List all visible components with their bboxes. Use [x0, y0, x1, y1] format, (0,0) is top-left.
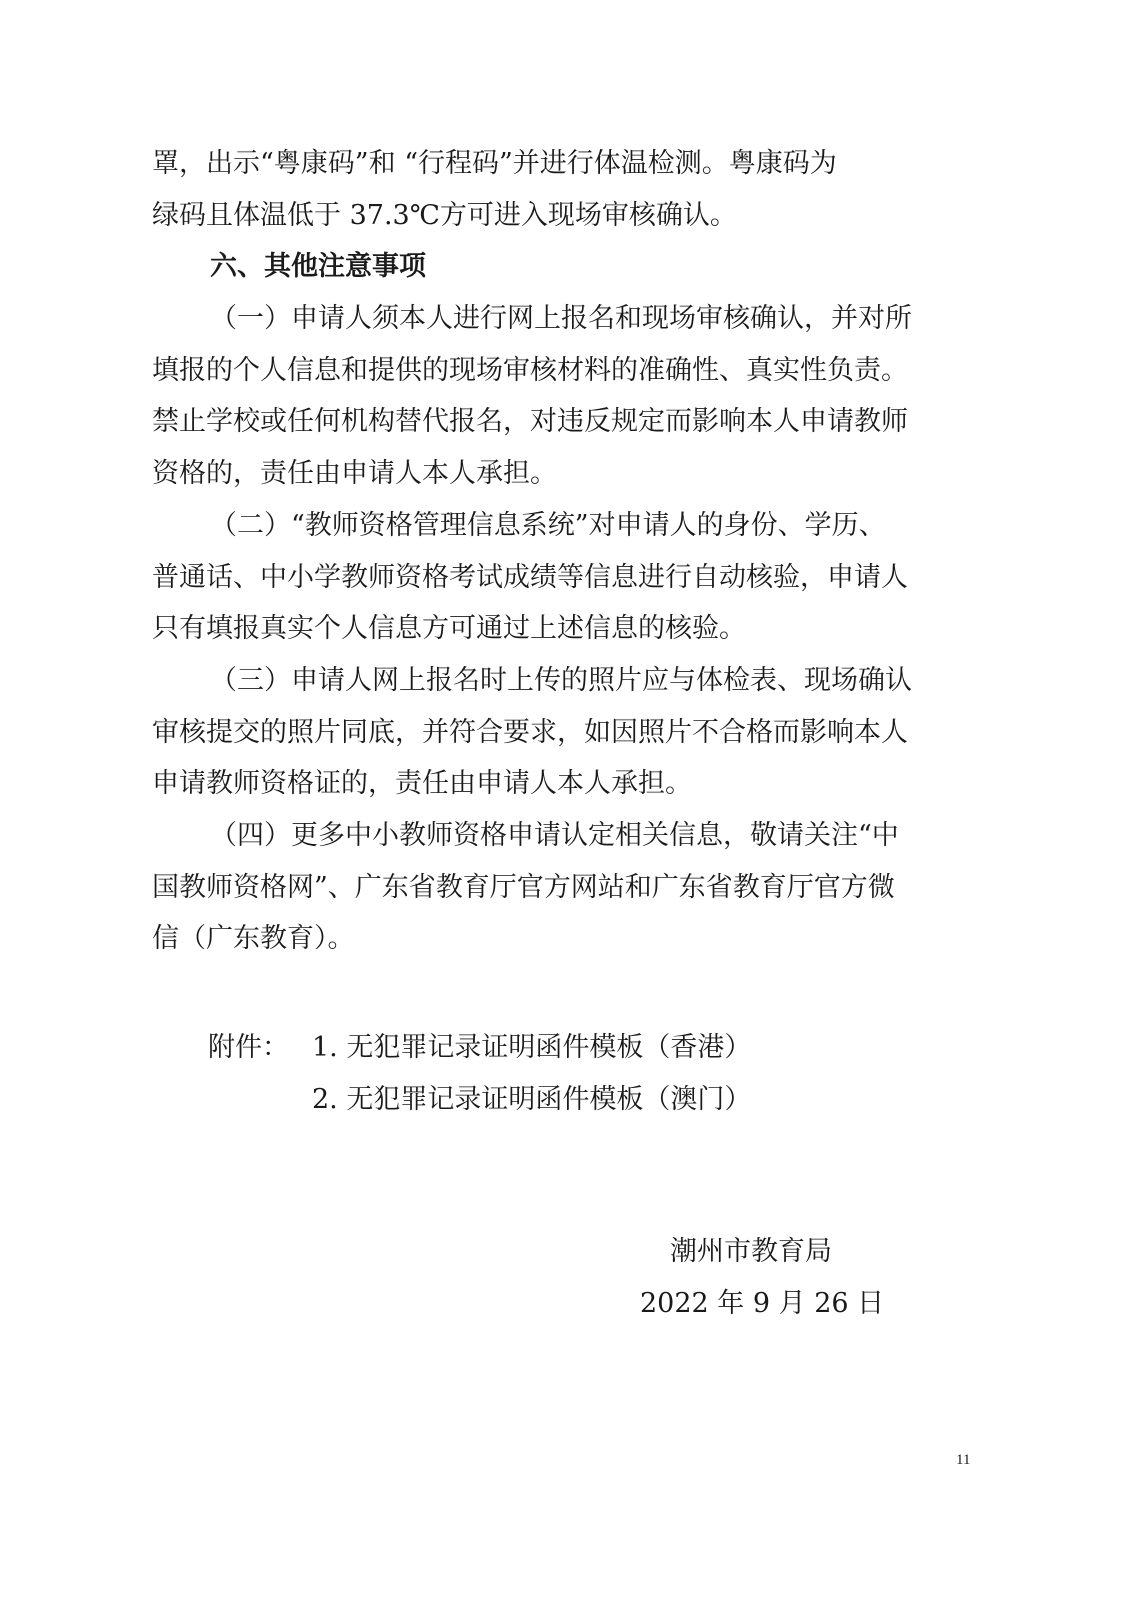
paragraph-line: 审核提交的照片同底，并符合要求，如因照片不合格而影响本人 [152, 717, 908, 748]
paragraph-line: 国教师资格网”、广东省教育厅官方网站和广东省教育厅官方微 [152, 872, 895, 903]
attachment-item: 1. 无犯罪记录证明函件模板（香港） [312, 1032, 752, 1063]
paragraph-line: 禁止学校或任何机构替代报名，对违反规定而影响本人申请教师 [152, 406, 908, 437]
paragraph-line: 申请教师资格证的，责任由申请人本人承担。 [152, 768, 692, 799]
attachment-item: 2. 无犯罪记录证明函件模板（澳门） [312, 1084, 752, 1115]
section-heading: 六、其他注意事项 [210, 251, 426, 282]
paragraph-line: 普通话、中小学教师资格考试成绩等信息进行自动核验，申请人 [152, 562, 908, 593]
paragraph-line: 只有填报真实个人信息方可通过上述信息的核验。 [152, 613, 746, 644]
signature-org: 潮州市教育局 [670, 1236, 832, 1267]
paragraph-line: （三）申请人网上报名时上传的照片应与体检表、现场确认 [210, 665, 912, 696]
signature-date: 2022 年 9 月 26 日 [640, 1288, 885, 1319]
paragraph-line: 资格的，责任由申请人本人承担。 [152, 458, 557, 489]
paragraph-line: （一）申请人须本人进行网上报名和现场审核确认，并对所 [210, 303, 912, 334]
body-text-line: 绿码且体温低于 37.3℃方可进入现场审核确认。 [152, 200, 737, 231]
paragraph-line: 信（广东教育）。 [152, 923, 355, 954]
paragraph-line: （二）“教师资格管理信息系统”对申请人的身份、学历、 [210, 510, 886, 541]
page-number: 11 [956, 1452, 971, 1468]
attachments-label: 附件： [208, 1032, 289, 1063]
paragraph-line: 填报的个人信息和提供的现场审核材料的准确性、真实性负责。 [152, 355, 908, 386]
body-text-line: 罩，出示“粤康码”和 “行程码”并进行体温检测。粤康码为 [152, 148, 837, 179]
paragraph-line: （四）更多中小教师资格申请认定相关信息，敬请关注“中 [210, 820, 899, 851]
